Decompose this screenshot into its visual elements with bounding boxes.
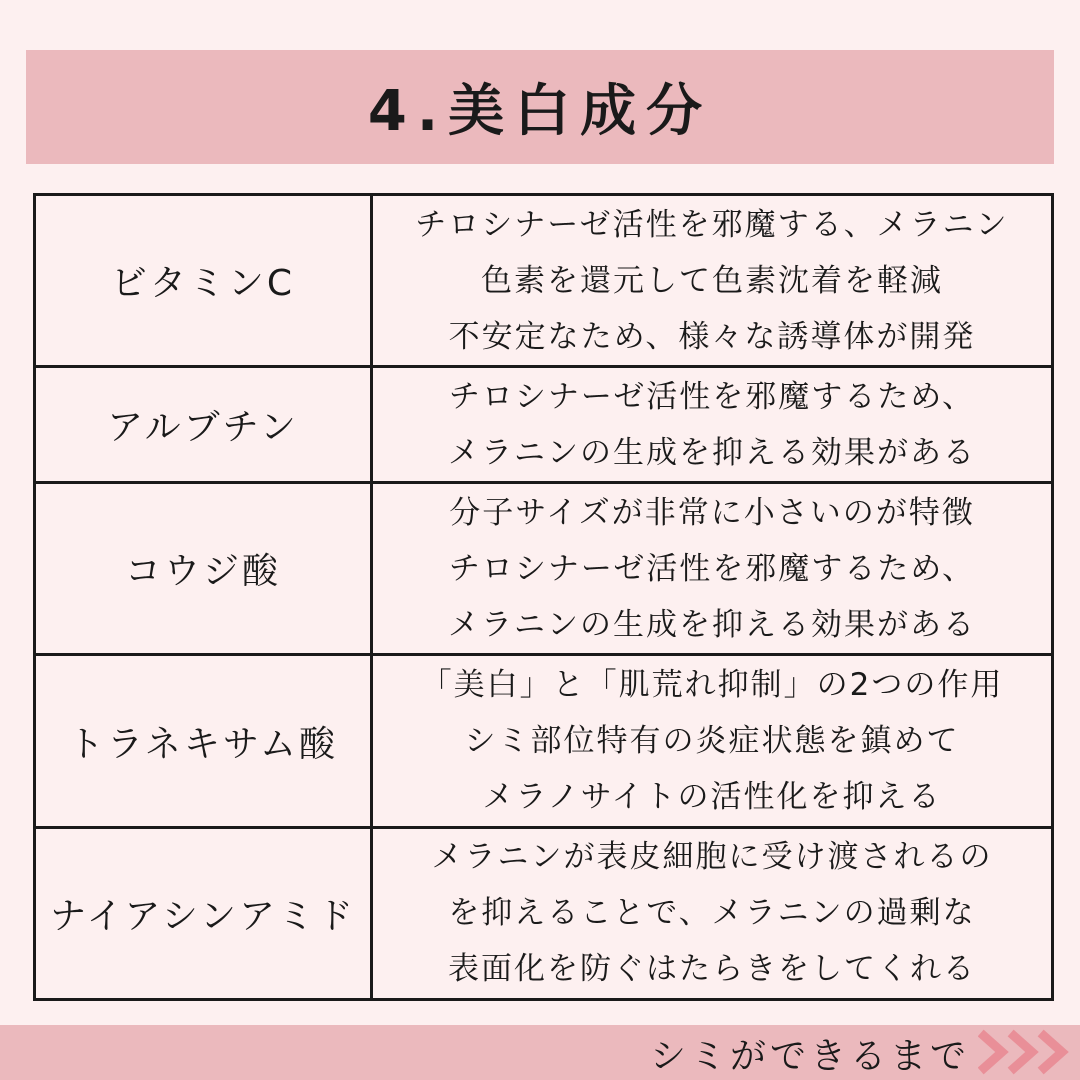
description-line: メラニンが表皮細胞に受け渡されるの [431,839,993,876]
description-line: メラニンの生成を抑える効果がある [448,434,976,471]
description-line: 表面化を防ぐはたらきをしてくれる [448,951,976,988]
description-line: メラノサイトの活性化を抑える [482,779,942,816]
description-line: シミ部位特有の炎症状態を鎮めて [464,723,960,760]
ingredient-description [372,827,1053,999]
ingredients-table [33,193,1054,1001]
description-line: メラニンの生成を抑える効果がある [448,606,976,643]
description-line: 「美白」と「肌荒れ抑制」の2つの作用 [420,667,1004,704]
description-line: を抑えることで、メラニンの過剰な [448,895,976,932]
description-line: 色素を還元して色素沈着を軽減 [481,262,943,299]
ingredient-description [372,195,1053,367]
ingredient-description [372,483,1053,655]
ingredient-name: アルブチン [35,367,372,483]
table-row [35,483,1053,655]
table-row [35,655,1053,827]
description-line: チロシナーゼ活性を邪魔するため、 [448,550,976,587]
table-row [35,367,1053,483]
description-line: チロシナーゼ活性を邪魔する、メラニン [415,206,1009,243]
description-line: 不安定なため、様々な誘導体が開発 [448,318,976,355]
title-band [26,50,1054,164]
description-line: チロシナーゼ活性を邪魔するため、 [448,378,976,415]
ingredient-name: ビタミンC [35,195,372,367]
ingredient-name: コウジ酸 [35,483,372,655]
ingredient-description [372,367,1053,483]
next-page-link[interactable]: シミができるまで [649,1035,970,1077]
ingredient-name: ナイアシンアミド [35,827,372,999]
table-row [35,195,1053,367]
triple-chevron-right-icon[interactable] [978,1026,1078,1078]
description-line: 分子サイズが非常に小さいのが特徴 [449,494,975,531]
table-row [35,827,1053,999]
ingredient-description [372,655,1053,827]
ingredient-name: トラネキサム酸 [35,655,372,827]
page-title: 4.美白成分 [367,79,713,144]
